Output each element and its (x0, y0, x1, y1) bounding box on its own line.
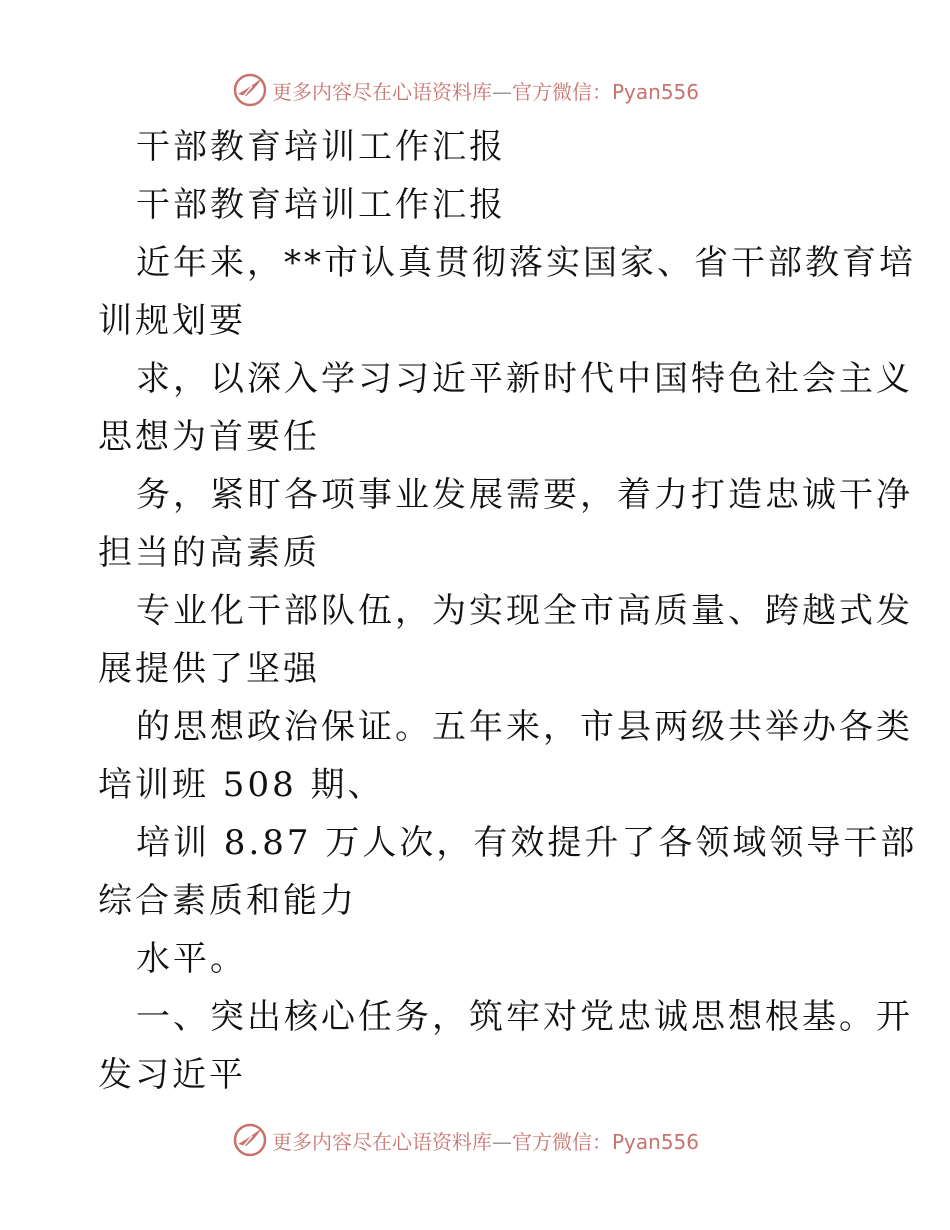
banner-text (272, 76, 699, 105)
document-body (98, 118, 918, 1104)
banner-prefix: 更多内容尽在心语资料库 (272, 79, 492, 104)
doc-line: 专业化干部队伍，为实现全市高质量、跨越式发 (136, 591, 913, 631)
banner-separator: — (492, 79, 512, 104)
doc-line: 一、突出核心任务，筑牢对党忠诚思想根基。开 (136, 997, 913, 1037)
quill-pen-logo-icon (232, 1122, 268, 1158)
doc-line: 干部教育培训工作汇报 (136, 127, 506, 167)
doc-line: 综合素质和能力 (98, 881, 357, 921)
banner-wechat: 官方微信：Pyan556 (512, 79, 700, 104)
header-banner (232, 70, 712, 110)
banner-prefix: 更多内容尽在心语资料库 (272, 1129, 492, 1154)
doc-line: 训规划要 (98, 301, 246, 341)
doc-line: 担当的高素质 (98, 533, 320, 573)
doc-line: 发习近平 (98, 1055, 246, 1095)
banner-wechat: 官方微信：Pyan556 (512, 1129, 700, 1154)
doc-line: 干部教育培训工作汇报 (136, 185, 506, 225)
footer-banner (232, 1120, 712, 1160)
doc-line: 近年来，**市认真贯彻落实国家、省干部教育培 (136, 243, 916, 283)
doc-line: 培训班 508 期、 (98, 765, 385, 805)
doc-line: 的思想政治保证。五年来，市县两级共举办各类 (136, 707, 913, 747)
banner-separator: — (492, 1129, 512, 1154)
doc-line: 思想为首要任 (98, 417, 320, 457)
quill-pen-logo-icon (232, 72, 268, 108)
doc-line: 务，紧盯各项事业发展需要，着力打造忠诚干净 (136, 475, 913, 515)
banner-text (272, 1126, 699, 1155)
doc-line: 水平。 (136, 939, 247, 979)
doc-line: 培训 8.87 万人次，有效提升了各领域领导干部 (136, 823, 918, 863)
doc-line: 展提供了坚强 (98, 649, 320, 689)
doc-line: 求，以深入学习习近平新时代中国特色社会主义 (136, 359, 913, 399)
